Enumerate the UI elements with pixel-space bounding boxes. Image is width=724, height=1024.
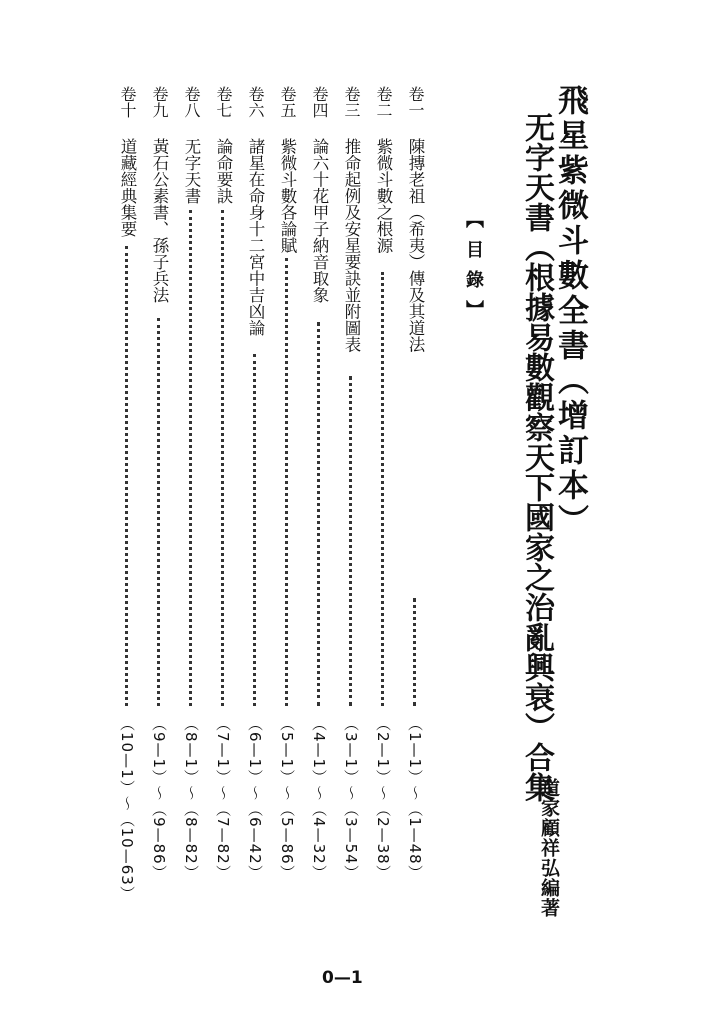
toc-entry [114,86,140,956]
toc-entry [306,86,332,956]
dot-leader [285,258,291,706]
volume-label: 卷七 [214,86,233,118]
volume-label: 卷五 [278,86,297,118]
chapter-title: 陳摶老祖（希夷）傳及其道法 [406,138,425,353]
toc-entry [146,86,172,956]
page-range: （9—1）～（9—86） [150,716,168,881]
toc-entry [338,86,364,956]
chapter-title: 道藏經典集要 [118,138,137,237]
book-subtitle: 无字天書（根據易數觀察天下國家之治亂興衰）合集 [519,112,554,802]
volume-label: 卷六 [246,86,265,118]
volume-label: 卷二 [374,86,393,118]
chapter-title: 論六十花甲子納音取象 [310,138,329,303]
author-line: 道家顧祥弘編著 [538,778,560,918]
page-range: （6—1）～（6—42） [246,716,264,881]
dot-leader [349,376,355,706]
toc-entry [242,86,268,956]
dot-leader [413,598,419,706]
dot-leader [253,354,259,706]
toc-entry [178,86,204,956]
page-range: （10—1）～（10—63） [118,716,136,902]
dot-leader [157,318,163,706]
volume-label: 卷四 [310,86,329,118]
dot-leader [317,322,323,706]
chapter-title: 紫微斗數各論賦 [278,138,297,254]
dot-leader [125,246,131,706]
page-range: （2—1）～（2—38） [374,716,392,881]
volume-label: 卷八 [182,86,201,118]
dot-leader [221,210,227,706]
volume-label: 卷十 [118,86,137,118]
toc-entry [274,86,300,956]
chapter-title: 无字天書 [182,138,201,204]
page-range: （7—1）～（7—82） [214,716,232,881]
chapter-title: 紫微斗數之根源 [374,138,393,254]
volume-label: 卷九 [150,86,169,118]
toc-heading: 【目錄】 [463,210,484,330]
chapter-title: 論命要訣 [214,138,233,204]
chapter-title: 諸星在命身十二宮中吉凶論 [246,138,265,336]
toc-entry [210,86,236,956]
volume-label: 卷三 [342,86,361,118]
page-range: （5—1）～（5—86） [278,716,296,881]
dot-leader [189,210,195,706]
toc-entry [370,86,396,956]
toc-entry [402,86,428,956]
page-range: （8—1）～（8—82） [182,716,200,881]
page-number: 0—1 [322,968,363,988]
page-range: （4—1）～（4—32） [310,716,328,881]
chapter-title: 黃石公素書、孫子兵法 [150,138,169,303]
page-range: （1—1）～（1—48） [406,716,424,881]
chapter-title: 推命起例及安星要訣並附圖表 [342,138,361,353]
dot-leader [381,272,387,706]
book-title: 飛星紫微斗數全書（增訂本） [552,84,588,539]
volume-label: 卷一 [406,86,425,118]
page-range: （3—1）～（3—54） [342,716,360,881]
